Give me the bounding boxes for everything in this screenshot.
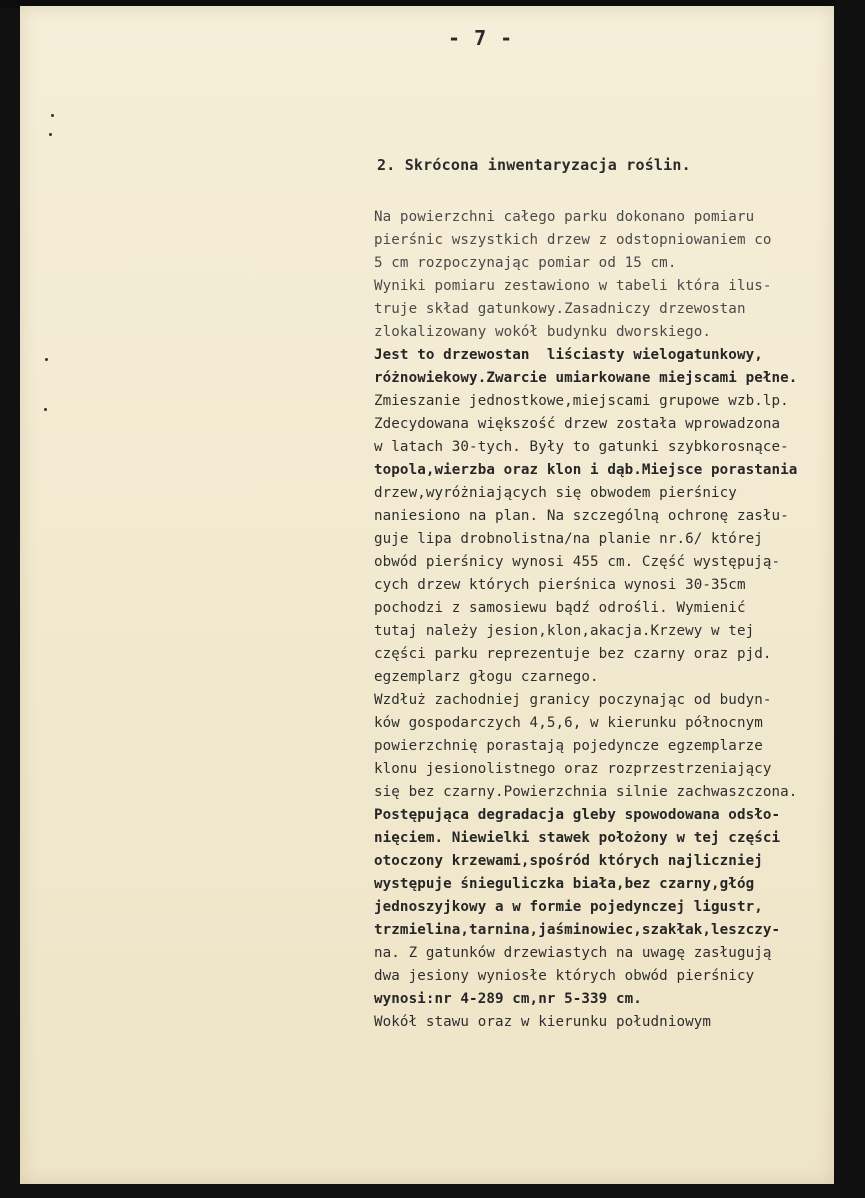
text-line: nięciem. Niewielki stawek położony w tej części <box>374 830 781 846</box>
text-line: na. Z gatunków drzewiastych na uwagę zasługują <box>374 945 772 961</box>
text-line: się bez czarny.Powierzchnia silnie zachwaszczona. <box>374 784 798 800</box>
text-line: guje lipa drobnolistna/na planie nr.6/ której <box>374 531 763 547</box>
text-line: naniesiono na plan. Na szczególną ochronę zasłu- <box>374 508 789 524</box>
body-text <box>374 206 865 1034</box>
text-line: części parku reprezentuje bez czarny oraz pjd. <box>374 646 772 662</box>
punch-mark <box>45 358 48 361</box>
section-heading: 2. Skrócona inwentaryzacja roślin. <box>377 156 691 174</box>
text-line: ków gospodarczych 4,5,6, w kierunku północnym <box>374 715 763 731</box>
text-line: drzew,wyróżniających się obwodem pierśnicy <box>374 485 737 501</box>
text-line: 5 cm rozpoczynając pomiar od 15 cm. <box>374 255 677 271</box>
punch-mark <box>49 133 52 136</box>
text-line: wynosi:nr 4-289 cm,nr 5-339 cm. <box>374 991 642 1007</box>
text-line: dwa jesiony wyniosłe których obwód pierśnicy <box>374 968 755 984</box>
text-line: różnowiekowy.Zwarcie umiarkowane miejscami pełne. <box>374 370 798 386</box>
text-line: obwód pierśnicy wynosi 455 cm. Część występują- <box>374 554 781 570</box>
text-line: Zdecydowana większość drzew została wprowadzona <box>374 416 781 432</box>
text-line: pierśnic wszystkich drzew z odstopniowaniem co <box>374 232 772 248</box>
text-line: Jest to drzewostan liściasty wielogatunkowy, <box>374 347 763 363</box>
text-line: cych drzew których pierśnica wynosi 30-35cm <box>374 577 746 593</box>
text-line: Postępująca degradacja gleby spowodowana odsło- <box>374 807 781 823</box>
text-line: występuje śnieguliczka biała,bez czarny,głóg <box>374 876 755 892</box>
text-line: Wokół stawu oraz w kierunku południowym <box>374 1014 712 1030</box>
text-line: zlokalizowany wokół budynku dworskiego. <box>374 324 712 340</box>
text-line: truje skład gatunkowy.Zasadniczy drzewostan <box>374 301 746 317</box>
text-line: pochodzi z samosiewu bądź odrośli. Wymienić <box>374 600 746 616</box>
document-page <box>20 6 834 1184</box>
text-line: w latach 30-tych. Były to gatunki szybkorosnące- <box>374 439 789 455</box>
text-line: klonu jesionolistnego oraz rozprzestrzeniający <box>374 761 772 777</box>
text-line: trzmielina,tarnina,jaśminowiec,szakłak,leszczy- <box>374 922 781 938</box>
text-line: tutaj należy jesion,klon,akacja.Krzewy w tej <box>374 623 755 639</box>
punch-mark <box>44 408 47 411</box>
text-line: topola,wierzba oraz klon i dąb.Miejsce porastania <box>374 462 798 478</box>
text-line: otoczony krzewami,spośród których najliczniej <box>374 853 763 869</box>
page-number: - 7 - <box>448 26 514 50</box>
text-line: Na powierzchni całego parku dokonano pomiaru <box>374 209 755 225</box>
text-line: Wzdłuż zachodniej granicy poczynając od budyn- <box>374 692 772 708</box>
punch-mark <box>51 114 54 117</box>
text-line: jednoszyjkowy a w formie pojedynczej ligustr, <box>374 899 763 915</box>
text-line: Wyniki pomiaru zestawiono w tabeli która ilus- <box>374 278 772 294</box>
text-line: egzemplarz głogu czarnego. <box>374 669 599 685</box>
text-line: powierzchnię porastają pojedyncze egzemplarze <box>374 738 763 754</box>
text-line: Zmieszanie jednostkowe,miejscami grupowe wzb.lp. <box>374 393 789 409</box>
